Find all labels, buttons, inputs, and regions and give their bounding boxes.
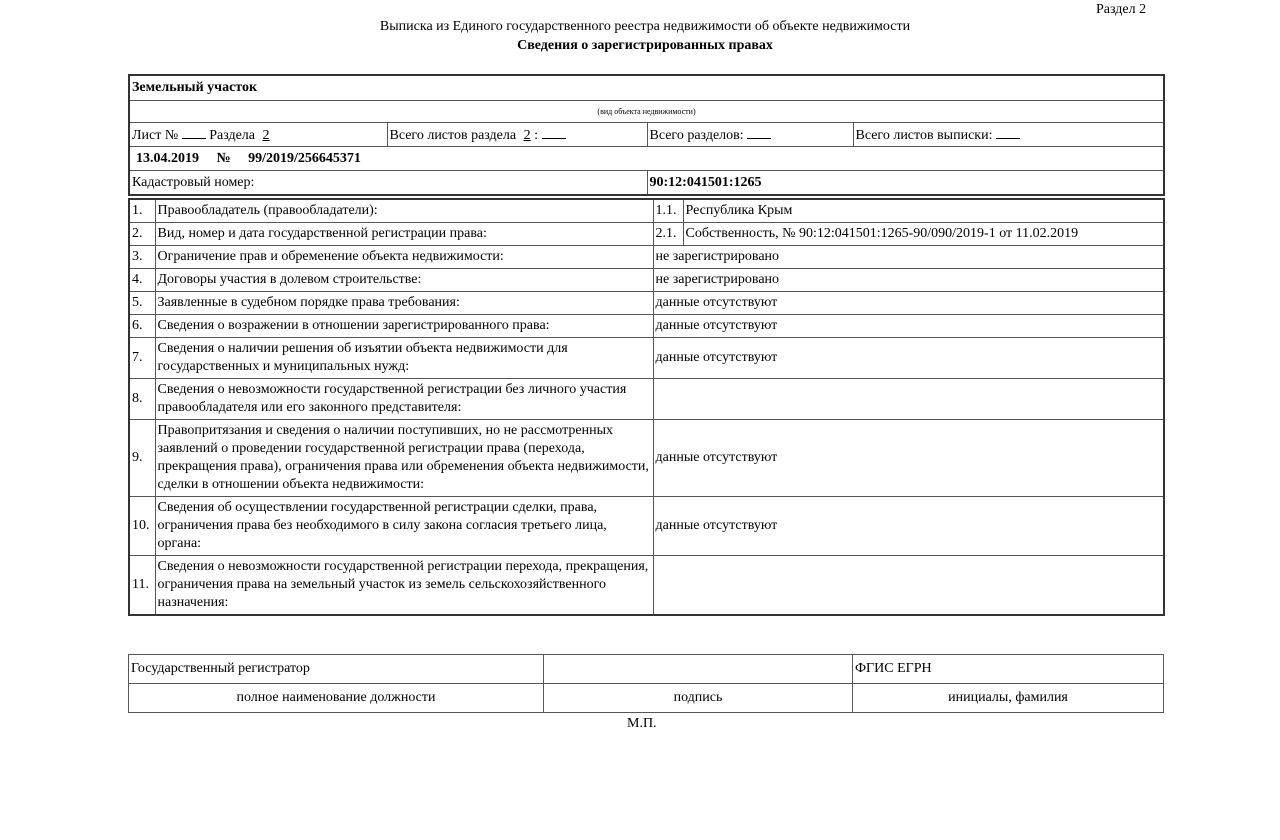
row-label: Ограничение прав и обременение объекта недвижимости: xyxy=(155,246,653,269)
row-label: Сведения об осуществлении государственной регистрации сделки, права, ограничения права без необходимого в силу закона согласия третьего лица, органа: xyxy=(155,497,653,556)
total-sheets-section-label: Всего листов раздела xyxy=(389,127,517,143)
sheet-number-cell xyxy=(129,123,387,147)
row-number: 10. xyxy=(129,497,155,556)
row-value: данные отсутствуют xyxy=(653,420,1164,497)
total-extract-sheets-cell xyxy=(853,123,1164,147)
section-word: Раздела xyxy=(209,127,256,143)
row-label: Сведения о наличии решения об изъятии объекта недвижимости для государственных и муниципальных нужд: xyxy=(155,338,653,379)
document-title: Выписка из Единого государственного реестра недвижимости об объекте недвижимости xyxy=(379,19,911,34)
row-value: не зарегистрировано xyxy=(653,246,1164,269)
table-row xyxy=(129,246,1164,269)
cadastral-label: Кадастровый номер: xyxy=(129,171,647,196)
total-sheets-section-value: 2 xyxy=(523,127,531,143)
table-row xyxy=(129,379,1164,420)
row-number: 2. xyxy=(129,223,155,246)
name-caption: инициалы, фамилия xyxy=(853,684,1164,713)
object-type: Земельный участок xyxy=(129,75,1164,101)
table-row xyxy=(129,338,1164,379)
row-label: Заявленные в судебном порядке права требования: xyxy=(155,292,653,315)
row-number: 3. xyxy=(129,246,155,269)
row-value: данные отсутствуют xyxy=(653,315,1164,338)
row-number: 7. xyxy=(129,338,155,379)
table-row xyxy=(129,223,1164,246)
section-value: 2 xyxy=(262,127,270,143)
total-sections-cell xyxy=(647,123,853,147)
total-sheets-section-blank xyxy=(542,125,566,139)
row-label: Сведения о возражении в отношении зарегистрированного права: xyxy=(155,315,653,338)
row-number: 5. xyxy=(129,292,155,315)
table-row xyxy=(129,420,1164,497)
document-subtitle: Сведения о зарегистрированных правах xyxy=(517,38,773,53)
table-row xyxy=(129,497,1164,556)
total-sections-blank xyxy=(747,125,771,139)
row-label: Сведения о невозможности государственной регистрации без личного участия правообладателя или его законного представителя: xyxy=(155,379,653,420)
object-header-table xyxy=(128,74,1165,196)
object-type-caption: (вид объекта недвижимости) xyxy=(129,101,1164,123)
row-sub-number: 2.1. xyxy=(653,223,683,246)
row-number: 4. xyxy=(129,269,155,292)
row-value: Республика Крым xyxy=(683,199,1164,223)
sheet-number-blank xyxy=(182,125,206,139)
row-value: данные отсутствуют xyxy=(653,497,1164,556)
stamp-place: М.П. xyxy=(627,716,657,731)
row-label: Правообладатель (правообладатели): xyxy=(155,199,653,223)
extract-date: 13.04.2019 xyxy=(136,150,199,166)
table-row xyxy=(129,556,1164,616)
row-number: 1. xyxy=(129,199,155,223)
position-caption: полное наименование должности xyxy=(129,684,544,713)
rights-table xyxy=(128,198,1165,616)
number-sign: № xyxy=(216,150,231,166)
row-number: 6. xyxy=(129,315,155,338)
total-extract-sheets-label: Всего листов выписки: xyxy=(855,127,993,143)
total-extract-sheets-blank xyxy=(996,125,1020,139)
signature-caption: подпись xyxy=(544,684,853,713)
total-sheets-section-cell xyxy=(387,123,647,147)
row-number: 8. xyxy=(129,379,155,420)
row-number: 11. xyxy=(129,556,155,616)
row-value: данные отсутствуют xyxy=(653,338,1164,379)
row-label: Вид, номер и дата государственной регистрации права: xyxy=(155,223,653,246)
signature-field xyxy=(544,655,853,684)
signature-table xyxy=(128,654,1164,713)
row-value xyxy=(653,556,1164,616)
row-value: не зарегистрировано xyxy=(653,269,1164,292)
row-sub-number: 1.1. xyxy=(653,199,683,223)
table-row xyxy=(129,199,1164,223)
row-label: Правопритязания и сведения о наличии поступивших, но не рассмотренных заявлений о проведении государственной регистрации права (перехода, прекращения права), ограничения права или обременения объекта недвижимости, сделки в отношении объекта недвижимости: xyxy=(155,420,653,497)
row-label: Договоры участия в долевом строительстве: xyxy=(155,269,653,292)
row-value: Собственность, № 90:12:041501:1265-90/090/2019-1 от 11.02.2019 xyxy=(683,223,1164,246)
registrar-org: ФГИС ЕГРН xyxy=(853,655,1164,684)
table-row xyxy=(129,292,1164,315)
row-label: Сведения о невозможности государственной регистрации перехода, прекращения, ограничения права на земельный участок из земель сельскохозяйственного назначения: xyxy=(155,556,653,616)
registrar-position: Государственный регистратор xyxy=(129,655,544,684)
row-number: 9. xyxy=(129,420,155,497)
table-row xyxy=(129,269,1164,292)
row-value xyxy=(653,379,1164,420)
extract-number: 99/2019/256645371 xyxy=(248,150,361,166)
date-number-cell xyxy=(129,147,1164,171)
cadastral-number: 90:12:041501:1265 xyxy=(647,171,1164,196)
total-sections-label: Всего разделов: xyxy=(649,127,744,143)
total-sheets-colon: : xyxy=(534,127,538,143)
sheet-label: Лист № xyxy=(132,127,179,143)
section-number-label: Раздел 2 xyxy=(1096,2,1147,17)
table-row xyxy=(129,315,1164,338)
row-value: данные отсутствуют xyxy=(653,292,1164,315)
